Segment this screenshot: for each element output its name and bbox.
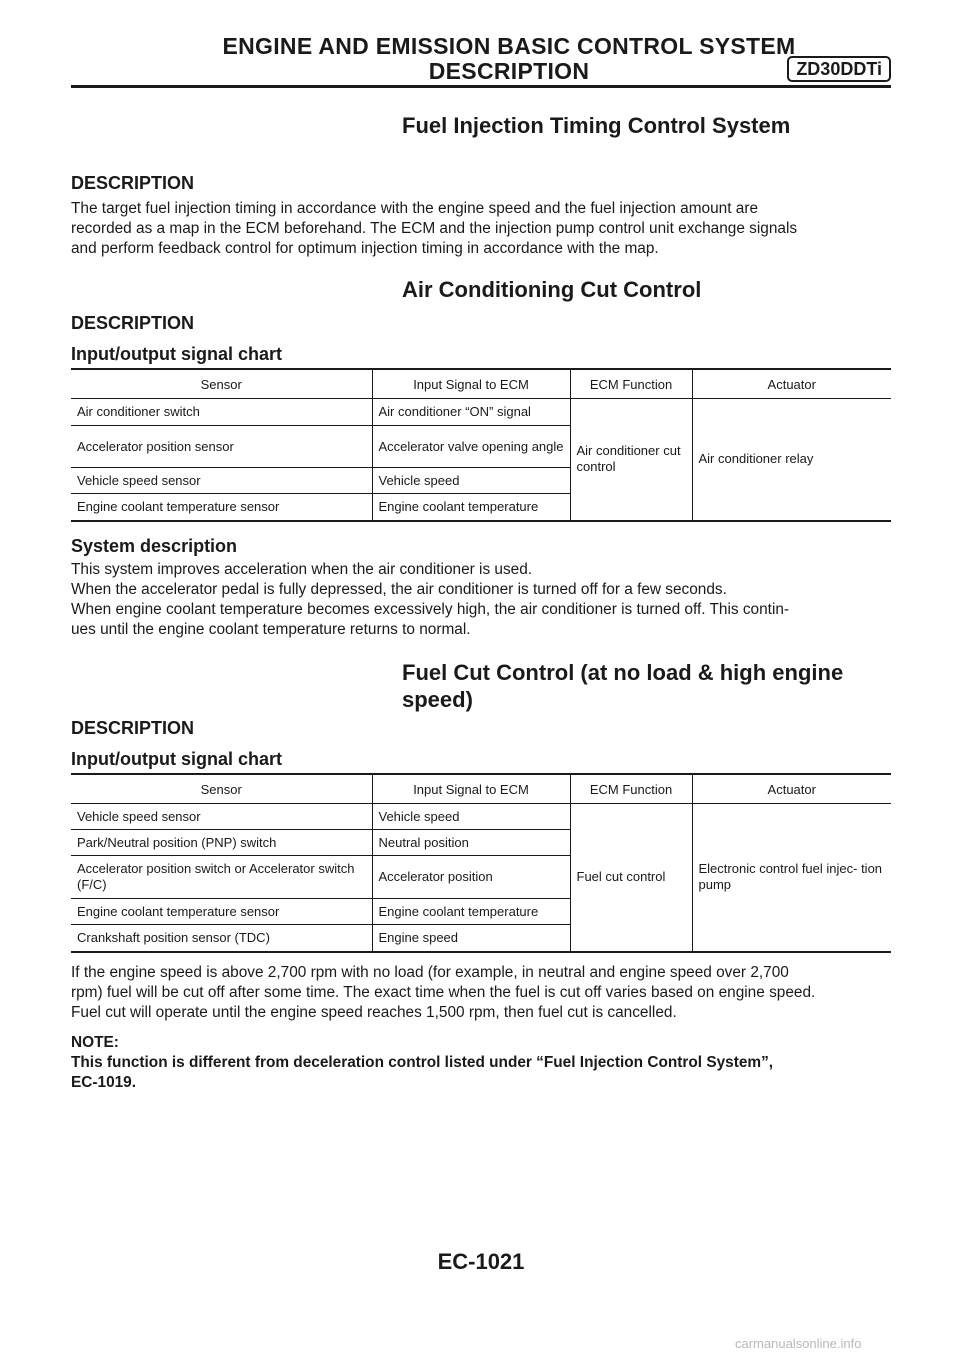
sensor-cell: Crankshaft position sensor (TDC) (71, 925, 372, 952)
ac-cut-system-text (71, 560, 891, 640)
signal-cell: Engine speed (372, 925, 570, 952)
sensor-cell: Engine coolant temperature sensor (71, 899, 372, 925)
signal-cell: Accelerator position (372, 856, 570, 899)
table-row (71, 804, 891, 830)
watermark: carmanualsonline.info (735, 1336, 862, 1351)
signal-cell: Accelerator valve opening angle (372, 426, 570, 468)
signal-cell: Vehicle speed (372, 804, 570, 830)
actuator-cell: Electronic control fuel injec- tion pump (692, 804, 891, 952)
text-line: When the accelerator pedal is fully depressed, the air conditioner is turned off for a few seconds. (71, 581, 727, 598)
header-title (209, 34, 809, 84)
fuel-cut-title-line2: speed) (402, 687, 473, 712)
fuel-cut-section-title (402, 659, 843, 713)
table-header-row (71, 369, 891, 399)
ecm-function-cell: Air conditioner cut control (570, 399, 692, 521)
sensor-cell: Vehicle speed sensor (71, 468, 372, 494)
ac-cut-section-title: Air Conditioning Cut Control (402, 277, 702, 302)
note-label: NOTE: (71, 1034, 119, 1051)
fuel-cut-chart-heading: Input/output signal chart (71, 749, 282, 769)
fuel-cut-description-heading: DESCRIPTION (71, 718, 195, 738)
table-row (71, 399, 891, 426)
timing-section-title: Fuel Injection Timing Control System (402, 113, 791, 138)
signal-cell: Engine coolant temperature (372, 494, 570, 521)
note-text (71, 1053, 891, 1093)
sensor-cell: Air conditioner switch (71, 399, 372, 426)
text-line: recorded as a map in the ECM beforehand. The ECM and the injection pump control unit exchange signals (71, 220, 798, 237)
signal-cell: Vehicle speed (372, 468, 570, 494)
text-line: ues until the engine coolant temperature returns to normal. (71, 621, 471, 638)
header-divider (71, 85, 891, 88)
fuel-cut-signal-table (71, 773, 891, 953)
sensor-cell: Accelerator position sensor (71, 426, 372, 468)
signal-cell: Engine coolant temperature (372, 899, 570, 925)
text-line: EC-1019. (71, 1074, 137, 1091)
timing-description-text (71, 199, 891, 259)
ac-cut-signal-table (71, 368, 891, 522)
ac-cut-chart-heading: Input/output signal chart (71, 344, 282, 364)
column-header-ecm-function: ECM Function (570, 774, 692, 804)
sensor-cell: Engine coolant temperature sensor (71, 494, 372, 521)
column-header-input-signal: Input Signal to ECM (372, 369, 570, 399)
header-title-line1: ENGINE AND EMISSION BASIC CONTROL SYSTEM (222, 33, 796, 59)
page-number: EC-1021 (437, 1249, 525, 1274)
ac-cut-system-heading: System description (71, 536, 238, 556)
page-header (71, 34, 891, 84)
text-line: The target fuel injection timing in accordance with the engine speed and the fuel injection amount are (71, 200, 759, 217)
header-title-line2: DESCRIPTION (428, 58, 590, 84)
table-header-row (71, 774, 891, 804)
column-header-actuator: Actuator (692, 369, 891, 399)
text-line: rpm) fuel will be cut off after some time. The exact time when the fuel is cut off varies based on engine speed. (71, 984, 816, 1001)
sensor-cell: Vehicle speed sensor (71, 804, 372, 830)
text-line: If the engine speed is above 2,700 rpm with no load (for example, in neutral and engine speed over 2,700 (71, 964, 789, 981)
text-line: and perform feedback control for optimum injection timing in accordance with the map. (71, 240, 659, 257)
text-line: Fuel cut will operate until the engine speed reaches 1,500 rpm, then fuel cut is cancelled. (71, 1004, 677, 1021)
column-header-input-signal: Input Signal to ECM (372, 774, 570, 804)
column-header-sensor: Sensor (71, 369, 372, 399)
fuel-cut-body-text (71, 963, 891, 1023)
signal-cell: Neutral position (372, 830, 570, 856)
fuel-cut-title-line1: Fuel Cut Control (at no load & high engine (402, 660, 844, 685)
signal-cell: Air conditioner “ON” signal (372, 399, 570, 426)
timing-description-heading: DESCRIPTION (71, 173, 195, 193)
ac-cut-description-heading: DESCRIPTION (71, 313, 195, 333)
text-line: This function is different from deceleration control listed under “Fuel Injection Control System”, (71, 1054, 774, 1071)
column-header-actuator: Actuator (692, 774, 891, 804)
text-line: When engine coolant temperature becomes excessively high, the air conditioner is turned off. This contin- (71, 601, 790, 618)
sensor-cell: Accelerator position switch or Accelerator switch (F/C) (71, 856, 372, 899)
ecm-function-cell: Fuel cut control (570, 804, 692, 952)
sensor-cell: Park/Neutral position (PNP) switch (71, 830, 372, 856)
column-header-sensor: Sensor (71, 774, 372, 804)
column-header-ecm-function: ECM Function (570, 369, 692, 399)
text-line: This system improves acceleration when the air conditioner is used. (71, 561, 533, 578)
actuator-cell: Air conditioner relay (692, 399, 891, 521)
engine-code-badge: ZD30DDTi (787, 56, 891, 82)
